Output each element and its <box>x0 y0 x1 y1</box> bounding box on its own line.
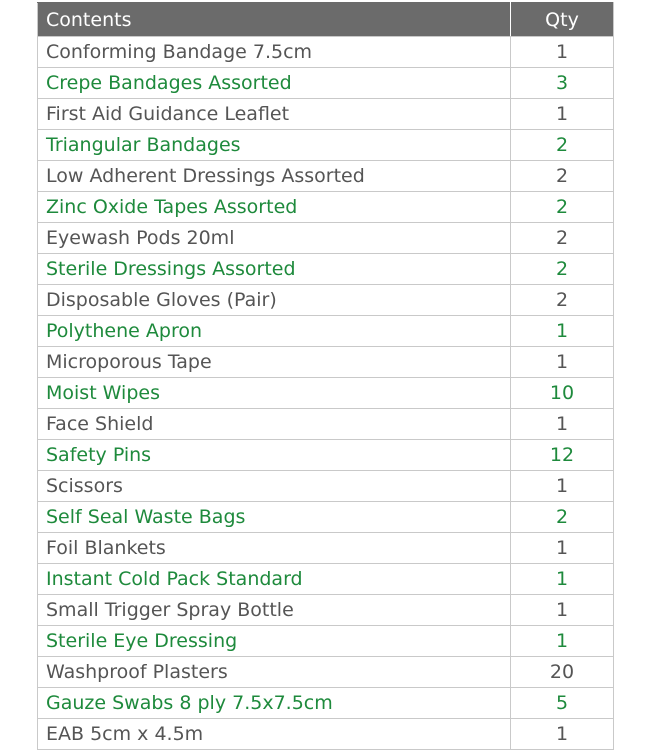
table-row <box>38 688 614 719</box>
item-name-cell: Microporous Tape <box>38 347 511 378</box>
item-name-cell: Polythene Apron <box>38 316 511 347</box>
item-name-cell: Scissors <box>38 471 511 502</box>
table-row <box>38 409 614 440</box>
item-name-cell: Self Seal Waste Bags <box>38 502 511 533</box>
item-qty-cell: 2 <box>511 223 614 254</box>
item-name-cell: Conforming Bandage 7.5cm <box>38 37 511 68</box>
item-name-cell: Face Shield <box>38 409 511 440</box>
item-qty-cell: 1 <box>511 409 614 440</box>
table-row <box>38 347 614 378</box>
table-row <box>38 223 614 254</box>
item-qty-cell: 2 <box>511 161 614 192</box>
item-name-cell: Safety Pins <box>38 440 511 471</box>
table-row <box>38 533 614 564</box>
item-qty-cell: 1 <box>511 316 614 347</box>
item-name-cell: Moist Wipes <box>38 378 511 409</box>
item-qty-cell: 1 <box>511 564 614 595</box>
item-qty-cell: 3 <box>511 68 614 99</box>
item-qty-cell: 2 <box>511 254 614 285</box>
item-qty-cell: 5 <box>511 688 614 719</box>
item-qty-cell: 20 <box>511 657 614 688</box>
table-row <box>38 564 614 595</box>
item-qty-cell: 10 <box>511 378 614 409</box>
table-row <box>38 161 614 192</box>
item-name-cell: Disposable Gloves (Pair) <box>38 285 511 316</box>
item-name-cell: Gauze Swabs 8 ply 7.5x7.5cm <box>38 688 511 719</box>
table-row <box>38 37 614 68</box>
item-name-cell: Instant Cold Pack Standard <box>38 564 511 595</box>
table-row <box>38 316 614 347</box>
item-qty-cell: 1 <box>511 37 614 68</box>
contents-table <box>37 2 614 750</box>
item-qty-cell: 2 <box>511 130 614 161</box>
item-name-cell: Washproof Plasters <box>38 657 511 688</box>
item-name-cell: Triangular Bandages <box>38 130 511 161</box>
item-qty-cell: 1 <box>511 595 614 626</box>
item-name-cell: First Aid Guidance Leaflet <box>38 99 511 130</box>
header-qty: Qty <box>511 3 614 37</box>
header-contents: Contents <box>38 3 511 37</box>
table-row <box>38 192 614 223</box>
table-row <box>38 378 614 409</box>
item-qty-cell: 1 <box>511 471 614 502</box>
table-row <box>38 595 614 626</box>
item-qty-cell: 1 <box>511 719 614 750</box>
table-row <box>38 502 614 533</box>
item-name-cell: Sterile Dressings Assorted <box>38 254 511 285</box>
item-qty-cell: 2 <box>511 192 614 223</box>
table-row <box>38 471 614 502</box>
table-row <box>38 719 614 750</box>
table-body <box>38 37 614 750</box>
item-qty-cell: 1 <box>511 626 614 657</box>
table-row <box>38 130 614 161</box>
item-name-cell: Eyewash Pods 20ml <box>38 223 511 254</box>
item-name-cell: Sterile Eye Dressing <box>38 626 511 657</box>
item-qty-cell: 1 <box>511 99 614 130</box>
table-row <box>38 657 614 688</box>
item-name-cell: Foil Blankets <box>38 533 511 564</box>
table-row <box>38 285 614 316</box>
item-qty-cell: 12 <box>511 440 614 471</box>
item-name-cell: Low Adherent Dressings Assorted <box>38 161 511 192</box>
table-header-row <box>38 3 614 37</box>
item-name-cell: Zinc Oxide Tapes Assorted <box>38 192 511 223</box>
item-name-cell: Small Trigger Spray Bottle <box>38 595 511 626</box>
item-name-cell: Crepe Bandages Assorted <box>38 68 511 99</box>
table-row <box>38 626 614 657</box>
table-row <box>38 254 614 285</box>
item-qty-cell: 1 <box>511 533 614 564</box>
table-row <box>38 99 614 130</box>
item-name-cell: EAB 5cm x 4.5m <box>38 719 511 750</box>
table-row <box>38 68 614 99</box>
item-qty-cell: 2 <box>511 285 614 316</box>
table-row <box>38 440 614 471</box>
item-qty-cell: 1 <box>511 347 614 378</box>
item-qty-cell: 2 <box>511 502 614 533</box>
